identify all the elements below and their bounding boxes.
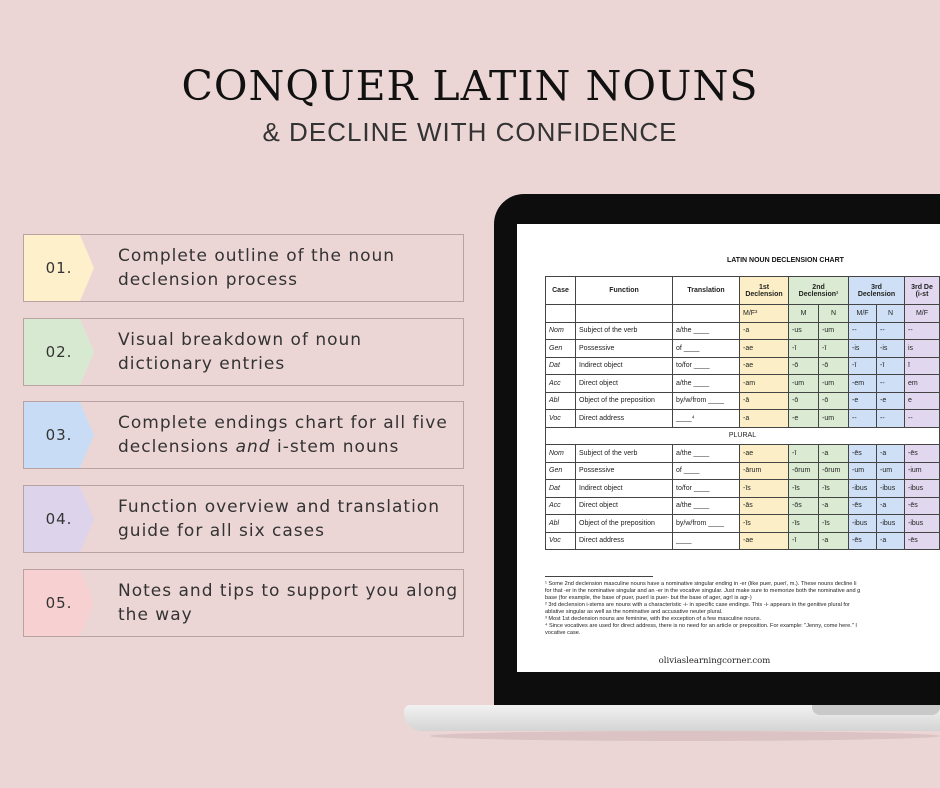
- ending-cell: --: [905, 410, 940, 428]
- footnote-line: vocative case.: [545, 630, 581, 636]
- ending-cell: -īs: [740, 515, 789, 533]
- ending-cell: -ā: [740, 392, 789, 410]
- feature-item-5: [23, 569, 464, 637]
- ending-cell: -ī: [789, 532, 819, 550]
- plural-row: [546, 497, 940, 515]
- case-translation: to/for ____: [673, 480, 740, 498]
- footnote-line: ablative singular as well as the nominative and accusative neuter plural.: [545, 609, 723, 615]
- ending-cell: -ēs: [905, 497, 940, 515]
- laptop-shadow: [430, 731, 940, 741]
- ending-cell: --: [849, 410, 877, 428]
- case-function: Direct object: [576, 497, 673, 515]
- ending-cell: -ibus: [877, 480, 905, 498]
- gender-subheader: N: [877, 305, 905, 323]
- case-abbrev: Abl: [546, 515, 576, 533]
- ending-cell: -ēs: [905, 532, 940, 550]
- feature-text: Visual breakdown of noun dictionary entries: [118, 330, 363, 374]
- singular-row: [546, 357, 940, 375]
- case-function: Possessive: [576, 462, 673, 480]
- ending-cell: --: [877, 375, 905, 393]
- gender-subheader: N: [819, 305, 849, 323]
- ending-cell: -ī: [819, 340, 849, 358]
- ending-cell: -a: [819, 497, 849, 515]
- case-function: Indirect object: [576, 480, 673, 498]
- footnote-line: ³ Most 1st declension nouns are feminine, with the exception of a few masculine nouns.: [545, 616, 762, 622]
- ending-cell: -um: [819, 410, 849, 428]
- case-translation: of ____: [673, 340, 740, 358]
- ending-cell: -ōs: [789, 497, 819, 515]
- ending-cell: -ī: [789, 445, 819, 463]
- feature-text: Notes and tips to support you along the way: [118, 581, 459, 625]
- ending-cell: -īs: [789, 480, 819, 498]
- ending-cell: -ō: [789, 357, 819, 375]
- case-translation: by/w/from ____: [673, 392, 740, 410]
- case-function: Indirect object: [576, 357, 673, 375]
- declension-table: [545, 276, 940, 550]
- ending-cell: -īs: [789, 515, 819, 533]
- case-translation: ____: [673, 532, 740, 550]
- ending-cell: -ibus: [849, 515, 877, 533]
- feature-number-badge: [24, 319, 94, 385]
- header-function: Function: [576, 277, 673, 305]
- case-abbrev: Gen: [546, 462, 576, 480]
- ending-cell: -ibus: [905, 515, 940, 533]
- case-abbrev: Nom: [546, 445, 576, 463]
- ending-cell: -īs: [819, 515, 849, 533]
- feature-number-badge: [24, 402, 94, 468]
- case-translation: a/the ____: [673, 375, 740, 393]
- case-translation: ____⁴: [673, 410, 740, 428]
- ending-cell: -is: [849, 340, 877, 358]
- header-case: Case: [546, 277, 576, 305]
- feature-item-4: [23, 485, 464, 553]
- case-function: Subject of the verb: [576, 445, 673, 463]
- ending-cell: --: [877, 322, 905, 340]
- gender-subheader: M: [789, 305, 819, 323]
- feature-text-emphasis: and: [235, 437, 271, 457]
- page-title: CONQUER LATIN NOUNS: [181, 62, 759, 110]
- case-translation: a/the ____: [673, 445, 740, 463]
- case-function: Subject of the verb: [576, 322, 673, 340]
- ending-cell: -a: [877, 532, 905, 550]
- ending-cell: -a: [819, 445, 849, 463]
- feature-number: 01.: [45, 259, 73, 277]
- ending-cell: -um: [819, 375, 849, 393]
- ending-cell: -ī: [789, 340, 819, 358]
- singular-row: [546, 375, 940, 393]
- case-abbrev: Dat: [546, 480, 576, 498]
- singular-row: [546, 340, 940, 358]
- case-function: Object of the preposition: [576, 392, 673, 410]
- ending-cell: -ī: [877, 357, 905, 375]
- ending-cell: -ēs: [849, 532, 877, 550]
- ending-cell: -īs: [819, 480, 849, 498]
- case-abbrev: Nom: [546, 322, 576, 340]
- plural-row: [546, 480, 940, 498]
- header-3rd-declension: 3rd Declension: [849, 277, 905, 305]
- case-function: Object of the preposition: [576, 515, 673, 533]
- ending-cell: -ae: [740, 532, 789, 550]
- ending-cell: -ō: [819, 357, 849, 375]
- ending-cell: -ae: [740, 357, 789, 375]
- header-translation: Translation: [673, 277, 740, 305]
- feature-text-part: Complete endings chart for all five declensions: [118, 413, 448, 457]
- chart-document-title: LATIN NOUN DECLENSION CHART: [727, 257, 844, 264]
- ending-cell: -ibus: [877, 515, 905, 533]
- case-abbrev: Abl: [546, 392, 576, 410]
- gender-subheader: M/F³: [740, 305, 789, 323]
- plural-divider-row: [546, 427, 940, 445]
- plural-row: [546, 532, 940, 550]
- ending-cell: -e: [849, 392, 877, 410]
- ending-cell: --: [849, 322, 877, 340]
- case-translation: a/the ____: [673, 497, 740, 515]
- feature-number: 04.: [45, 510, 73, 528]
- ending-cell: -e: [877, 392, 905, 410]
- feature-number-badge: [24, 235, 94, 301]
- ending-cell: -ārum: [740, 462, 789, 480]
- ending-cell: -um: [849, 462, 877, 480]
- footnote-divider: [545, 576, 653, 577]
- header-3rd-i-stem: 3rd De (i-st: [905, 277, 940, 305]
- website-credit: oliviaslearningcorner.com: [658, 656, 771, 666]
- ending-cell: -a: [740, 322, 789, 340]
- plural-label: PLURAL: [546, 427, 940, 445]
- gender-subheader: M/F: [849, 305, 877, 323]
- ending-cell: -um: [819, 322, 849, 340]
- ending-cell: -a: [740, 410, 789, 428]
- ending-cell: -ibus: [905, 480, 940, 498]
- singular-row: [546, 392, 940, 410]
- plural-row: [546, 515, 940, 533]
- plural-row: [546, 445, 940, 463]
- case-translation: of ____: [673, 462, 740, 480]
- feature-text: Function overview and translation guide for all six cases: [118, 497, 440, 541]
- ending-cell: ī: [905, 357, 940, 375]
- ending-cell: em: [905, 375, 940, 393]
- ending-cell: -ēs: [849, 497, 877, 515]
- feature-text: Complete outline of the noun declension process: [118, 246, 396, 290]
- empty-cell: [546, 305, 576, 323]
- feature-number-badge: [24, 570, 94, 636]
- case-function: Direct address: [576, 532, 673, 550]
- ending-cell: -e: [789, 410, 819, 428]
- feature-number-badge: [24, 486, 94, 552]
- ending-cell: -um: [789, 375, 819, 393]
- declension-table-body: [546, 305, 940, 550]
- singular-row: [546, 410, 940, 428]
- ending-cell: is: [905, 340, 940, 358]
- case-abbrev: Voc: [546, 410, 576, 428]
- laptop-screen: [517, 224, 940, 672]
- ending-cell: --: [877, 410, 905, 428]
- header-2nd-declension: 2nd Declension¹: [789, 277, 849, 305]
- footnote-line: ⁴ Since vocatives are used for direct address, there is no need for an article or preposition. For example: "Jenny, come here." I: [545, 623, 857, 629]
- case-abbrev: Gen: [546, 340, 576, 358]
- ending-cell: -us: [789, 322, 819, 340]
- ending-cell: -um: [877, 462, 905, 480]
- footnote-line: ² 3rd declension i-stems are nouns with a characteristic -i- in specific case endings. This -i- appears in the genitive plural for: [545, 602, 850, 608]
- ending-cell: -īs: [740, 480, 789, 498]
- ending-cell: -am: [740, 375, 789, 393]
- feature-text-part: i-stem nouns: [270, 437, 400, 457]
- feature-number: 03.: [45, 426, 73, 444]
- ending-cell: -ō: [819, 392, 849, 410]
- ending-cell: -is: [877, 340, 905, 358]
- ending-cell: -ium: [905, 462, 940, 480]
- case-abbrev: Acc: [546, 497, 576, 515]
- case-translation: by/w/from ____: [673, 515, 740, 533]
- feature-number: 05.: [45, 594, 73, 612]
- case-function: Direct address: [576, 410, 673, 428]
- footnote-line: for that -er in the nominative singular and an -er in the vocative singular. Just make sure to memorize both the nominative and g: [545, 588, 861, 594]
- ending-cell: -ās: [740, 497, 789, 515]
- header-1st-declension: 1st Declension: [740, 277, 789, 305]
- case-function: Direct object: [576, 375, 673, 393]
- ending-cell: -em: [849, 375, 877, 393]
- ending-cell: -ēs: [849, 445, 877, 463]
- feature-item-1: [23, 234, 464, 302]
- ending-cell: --: [905, 322, 940, 340]
- ending-cell: -a: [819, 532, 849, 550]
- case-abbrev: Dat: [546, 357, 576, 375]
- case-abbrev: Voc: [546, 532, 576, 550]
- footnotes: [545, 581, 940, 637]
- empty-cell: [673, 305, 740, 323]
- ending-cell: -ōrum: [819, 462, 849, 480]
- ending-cell: -ī: [849, 357, 877, 375]
- laptop-hinge-notch: [812, 705, 940, 715]
- feature-number: 02.: [45, 343, 73, 361]
- ending-cell: -ae: [740, 445, 789, 463]
- ending-cell: -ae: [740, 340, 789, 358]
- ending-cell: -a: [877, 497, 905, 515]
- case-abbrev: Acc: [546, 375, 576, 393]
- gender-subheader: M/F: [905, 305, 940, 323]
- footnote-line: base (for example, the base of puer, puerī is puer- but the base of ager, agrī is agr-): [545, 595, 752, 601]
- ending-cell: -ōrum: [789, 462, 819, 480]
- case-translation: a/the ____: [673, 322, 740, 340]
- feature-item-3: [23, 401, 464, 469]
- ending-cell: -ibus: [849, 480, 877, 498]
- ending-cell: e: [905, 392, 940, 410]
- case-translation: to/for ____: [673, 357, 740, 375]
- ending-cell: -ēs: [905, 445, 940, 463]
- empty-cell: [576, 305, 673, 323]
- plural-row: [546, 462, 940, 480]
- subheader-row: [546, 305, 940, 323]
- ending-cell: -ō: [789, 392, 819, 410]
- feature-text: [118, 411, 463, 459]
- singular-row: [546, 322, 940, 340]
- feature-item-2: [23, 318, 464, 386]
- case-function: Possessive: [576, 340, 673, 358]
- ending-cell: -a: [877, 445, 905, 463]
- page-subtitle: & DECLINE WITH CONFIDENCE: [262, 117, 678, 147]
- footnote-line: ¹ Some 2nd declension masculine nouns have a nominative singular ending in -er (like puer, puerī, m.). These nouns decline li: [545, 581, 857, 587]
